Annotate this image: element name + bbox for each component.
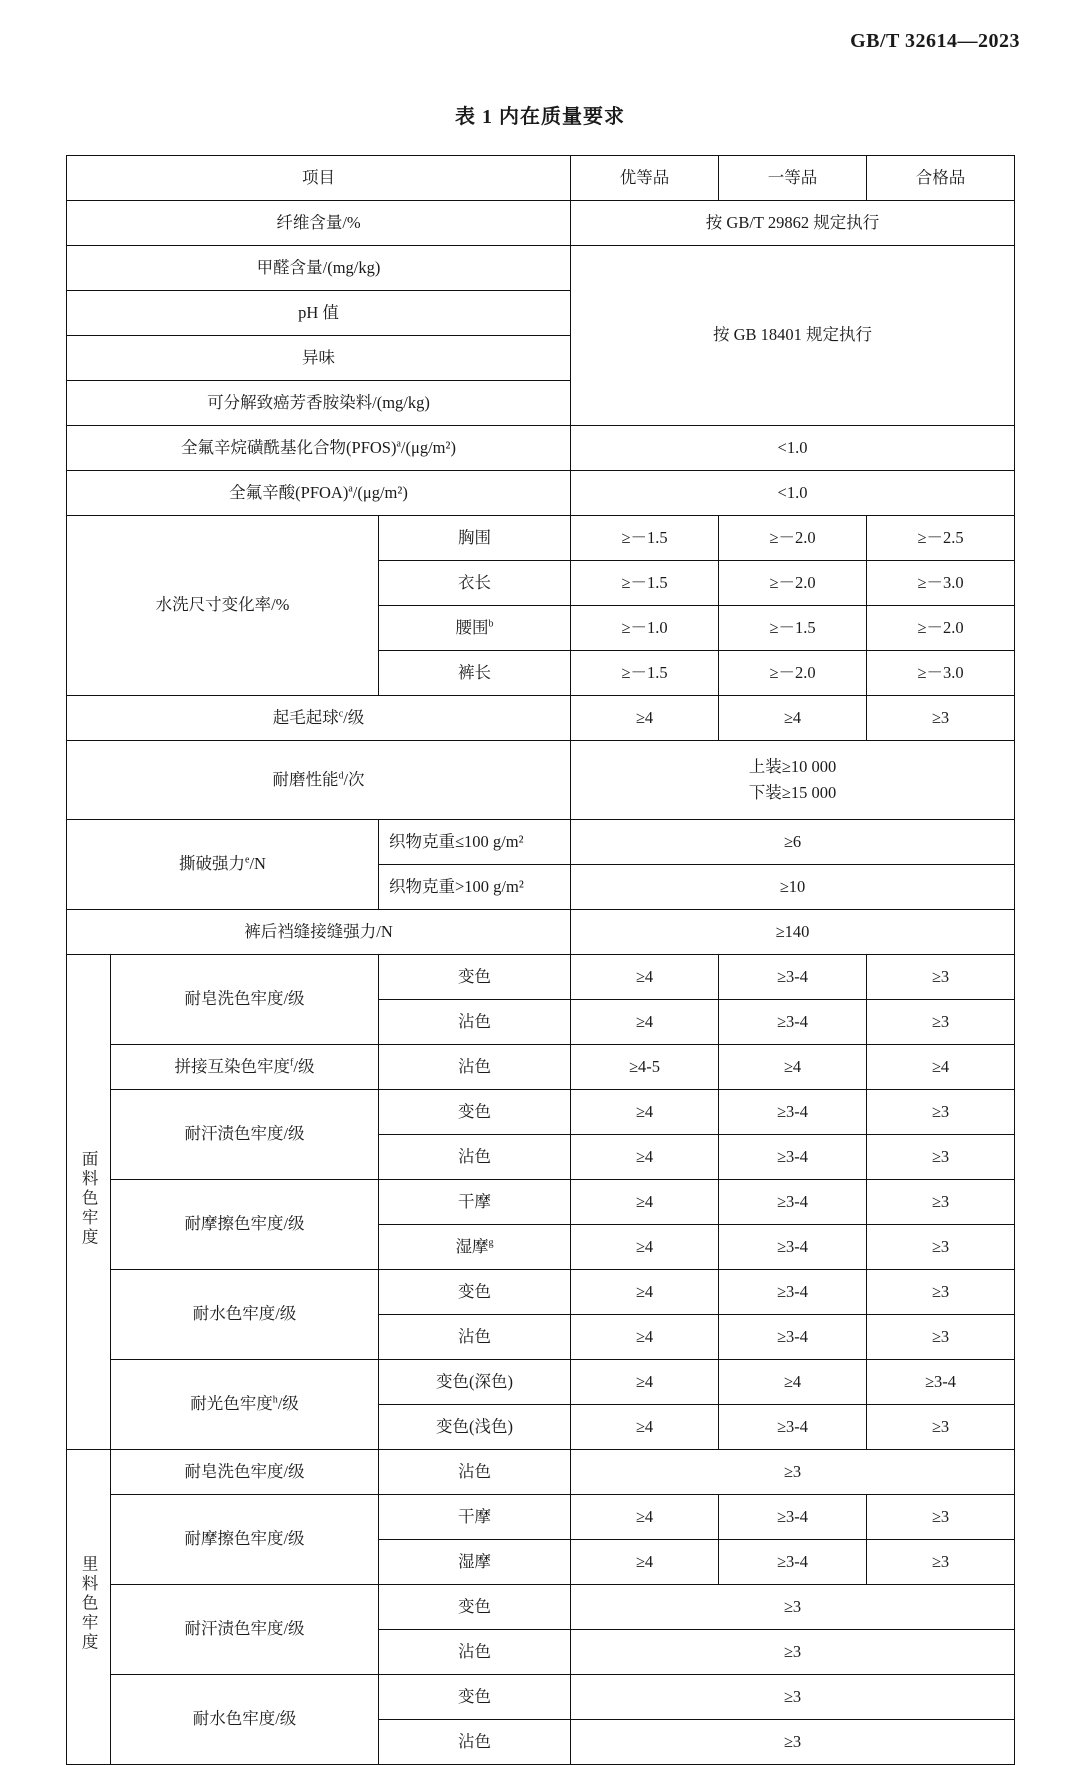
row-label-fastness: 耐汗渍色牢度/级 [111,1585,379,1675]
row-label-crotch-seam: 裤后裆缝接缝强力/N [67,910,571,955]
value-pfoa: <1.0 [571,471,1015,516]
value-first: ≥4 [719,696,867,741]
table-row [67,1045,1015,1090]
subrow-label-fastness: 沾色 [379,1315,571,1360]
value-tear-strength: ≥10 [571,865,1015,910]
table-row [67,1090,1015,1135]
value-first: ≥3-4 [719,1315,867,1360]
value-superior: ≥4-5 [571,1045,719,1090]
value-qualified: ≥3 [867,1225,1015,1270]
value-all-grades: ≥3 [571,1675,1015,1720]
row-label-fastness: 耐汗渍色牢度/级 [111,1090,379,1180]
table-row [67,1675,1015,1720]
table-header-row [67,156,1015,201]
subrow-label-fastness: 干摩 [379,1495,571,1540]
value-superior: ≥4 [571,1135,719,1180]
quality-requirements-table [66,155,1015,1765]
row-label-fastness: 耐水色牢度/级 [111,1270,379,1360]
value-abrasion [571,741,1015,820]
value-qualified: ≥－3.0 [867,561,1015,606]
subrow-label-fastness: 沾色 [379,1630,571,1675]
value-qualified: ≥－3.0 [867,651,1015,696]
value-superior: ≥－1.5 [571,561,719,606]
table-row [67,955,1015,1000]
table-row [67,1450,1015,1495]
subrow-label-fastness: 变色 [379,1675,571,1720]
standard-number: GB/T 32614—2023 [850,30,1020,52]
value-qualified: ≥3 [867,1540,1015,1585]
section-label-lining-fastness [67,1450,111,1765]
row-label-wash-shrinkage: 水洗尺寸变化率/% [67,516,379,696]
row-label-odor: 异味 [67,336,571,381]
value-superior: ≥－1.5 [571,651,719,696]
value-qualified: ≥－2.5 [867,516,1015,561]
row-label-pilling: 起毛起球$^c$/级 [67,696,571,741]
row-label-tear-strength: 撕破强力$^e$/N [67,820,379,910]
header-item: 项目 [67,156,571,201]
subrow-label-fastness: 沾色 [379,1045,571,1090]
subrow-label-fastness: 沾色 [379,1720,571,1765]
subrow-label-fastness: 变色 [379,1090,571,1135]
value-fiber-content: 按 GB/T 29862 规定执行 [571,201,1015,246]
value-abrasion-lower: 下装≥15 000 [748,783,837,802]
footnote-marker: h [272,1394,278,1406]
value-qualified: ≥3-4 [867,1360,1015,1405]
subrow-label-wash-shrinkage: 裤长 [379,651,571,696]
footnote-marker: c [338,708,344,720]
row-label-ph: pH 值 [67,291,571,336]
section-label-lining-fastness-text: 里料色牢度 [79,1555,99,1653]
header-grade-first: 一等品 [719,156,867,201]
value-first: ≥3-4 [719,1540,867,1585]
table-row [67,820,1015,865]
table-row [67,1495,1015,1540]
value-superior: ≥4 [571,1270,719,1315]
table-row [67,516,1015,561]
value-first: ≥－2.0 [719,516,867,561]
subrow-label-fastness: 变色 [379,1270,571,1315]
section-label-fabric-fastness [67,955,111,1450]
table-row [67,471,1015,516]
value-first: ≥3-4 [719,1270,867,1315]
value-superior: ≥4 [571,955,719,1000]
row-label-pfos: 全氟辛烷磺酰基化合物(PFOS)$^a$/(μg/m²) [67,426,571,471]
quality-requirements-table-wrapper [66,155,1014,1765]
value-superior: ≥4 [571,1000,719,1045]
table-row [67,741,1015,820]
table-row [67,201,1015,246]
footnote-marker: e [245,854,250,866]
footnote-marker: b [488,618,494,630]
row-label-fastness: 耐光色牢度$^h$/级 [111,1360,379,1450]
table-row [67,1180,1015,1225]
value-qualified: ≥3 [867,1270,1015,1315]
value-qualified: ≥3 [867,696,1015,741]
value-qualified: ≥4 [867,1045,1015,1090]
table-row [67,910,1015,955]
header-grade-superior: 优等品 [571,156,719,201]
value-all-grades: ≥3 [571,1720,1015,1765]
value-superior: ≥4 [571,1225,719,1270]
footnote-marker: a [396,438,401,450]
subrow-label-fastness: 沾色 [379,1000,571,1045]
table-row [67,696,1015,741]
subrow-label-fastness: 湿摩$^g$ [379,1225,571,1270]
value-superior: ≥4 [571,1405,719,1450]
row-label-formaldehyde: 甲醛含量/(mg/kg) [67,246,571,291]
value-first: ≥3-4 [719,1135,867,1180]
row-label-fastness: 耐皂洗色牢度/级 [111,955,379,1045]
subrow-label-fastness: 干摩 [379,1180,571,1225]
subrow-label-wash-shrinkage: 衣长 [379,561,571,606]
value-superior: ≥4 [571,1315,719,1360]
header-grade-qualified: 合格品 [867,156,1015,201]
row-label-fastness: 耐水色牢度/级 [111,1675,379,1765]
value-superior: ≥－1.5 [571,516,719,561]
value-superior: ≥4 [571,1090,719,1135]
value-first: ≥－2.0 [719,561,867,606]
row-label-fastness: 耐皂洗色牢度/级 [111,1450,379,1495]
footnote-marker: f [290,1057,294,1069]
subrow-label-fastness: 变色 [379,1585,571,1630]
value-qualified: ≥3 [867,1405,1015,1450]
table-row [67,246,1015,291]
value-first: ≥3-4 [719,1405,867,1450]
value-qualified: ≥3 [867,1495,1015,1540]
value-superior: ≥4 [571,1360,719,1405]
footnote-marker: a [348,483,353,495]
row-label-fiber-content: 纤维含量/% [67,201,571,246]
value-qualified: ≥3 [867,1000,1015,1045]
subrow-label-fastness: 变色(深色) [379,1360,571,1405]
value-first: ≥3-4 [719,1495,867,1540]
row-label-azo-dye: 可分解致癌芳香胺染料/(mg/kg) [67,381,571,426]
value-qualified: ≥3 [867,1135,1015,1180]
value-qualified: ≥3 [867,1315,1015,1360]
value-first: ≥3-4 [719,1090,867,1135]
value-first: ≥4 [719,1360,867,1405]
value-superior: ≥4 [571,1180,719,1225]
value-crotch-seam: ≥140 [571,910,1015,955]
row-label-fastness: 耐摩擦色牢度/级 [111,1180,379,1270]
subrow-label-fastness: 沾色 [379,1450,571,1495]
subrow-label-wash-shrinkage: 腰围$^b$ [379,606,571,651]
value-qualified: ≥－2.0 [867,606,1015,651]
value-first: ≥－2.0 [719,651,867,696]
subrow-label-fastness: 变色(浅色) [379,1405,571,1450]
value-qualified: ≥3 [867,955,1015,1000]
value-gb18401: 按 GB 18401 规定执行 [571,246,1015,426]
table-row [67,1360,1015,1405]
subrow-label-tear-strength: 织物克重>100 g/m² [379,865,571,910]
table-title: 表 1 内在质量要求 [455,106,625,128]
value-all-grades: ≥3 [571,1585,1015,1630]
row-label-fastness: 耐摩擦色牢度/级 [111,1495,379,1585]
value-superior: ≥4 [571,1540,719,1585]
row-label-abrasion: 耐磨性能$^d$/次 [67,741,571,820]
subrow-label-wash-shrinkage: 胸围 [379,516,571,561]
value-qualified: ≥3 [867,1090,1015,1135]
subrow-label-fastness: 沾色 [379,1135,571,1180]
table-row [67,1585,1015,1630]
subrow-label-tear-strength: 织物克重≤100 g/m² [379,820,571,865]
value-abrasion-upper: 上装≥10 000 [748,757,837,777]
footnote-marker: g [488,1237,494,1249]
value-first: ≥3-4 [719,1000,867,1045]
value-first: ≥3-4 [719,1225,867,1270]
table-row [67,1270,1015,1315]
row-label-fastness: 拼接互染色牢度$^f$/级 [111,1045,379,1090]
footnote-marker: d [338,770,344,782]
value-first: ≥3-4 [719,1180,867,1225]
value-first: ≥4 [719,1045,867,1090]
value-superior: ≥4 [571,696,719,741]
section-label-fabric-fastness-text: 面料色牢度 [79,1150,99,1248]
value-all-grades: ≥3 [571,1630,1015,1675]
table-row [67,426,1015,471]
value-tear-strength: ≥6 [571,820,1015,865]
subrow-label-fastness: 湿摩 [379,1540,571,1585]
value-superior: ≥4 [571,1495,719,1540]
row-label-pfoa: 全氟辛酸(PFOA)$^a$/(μg/m²) [67,471,571,516]
value-superior: ≥－1.0 [571,606,719,651]
value-all-grades: ≥3 [571,1450,1015,1495]
value-first: ≥3-4 [719,955,867,1000]
value-first: ≥－1.5 [719,606,867,651]
subrow-label-fastness: 变色 [379,955,571,1000]
value-pfos: <1.0 [571,426,1015,471]
value-qualified: ≥3 [867,1180,1015,1225]
